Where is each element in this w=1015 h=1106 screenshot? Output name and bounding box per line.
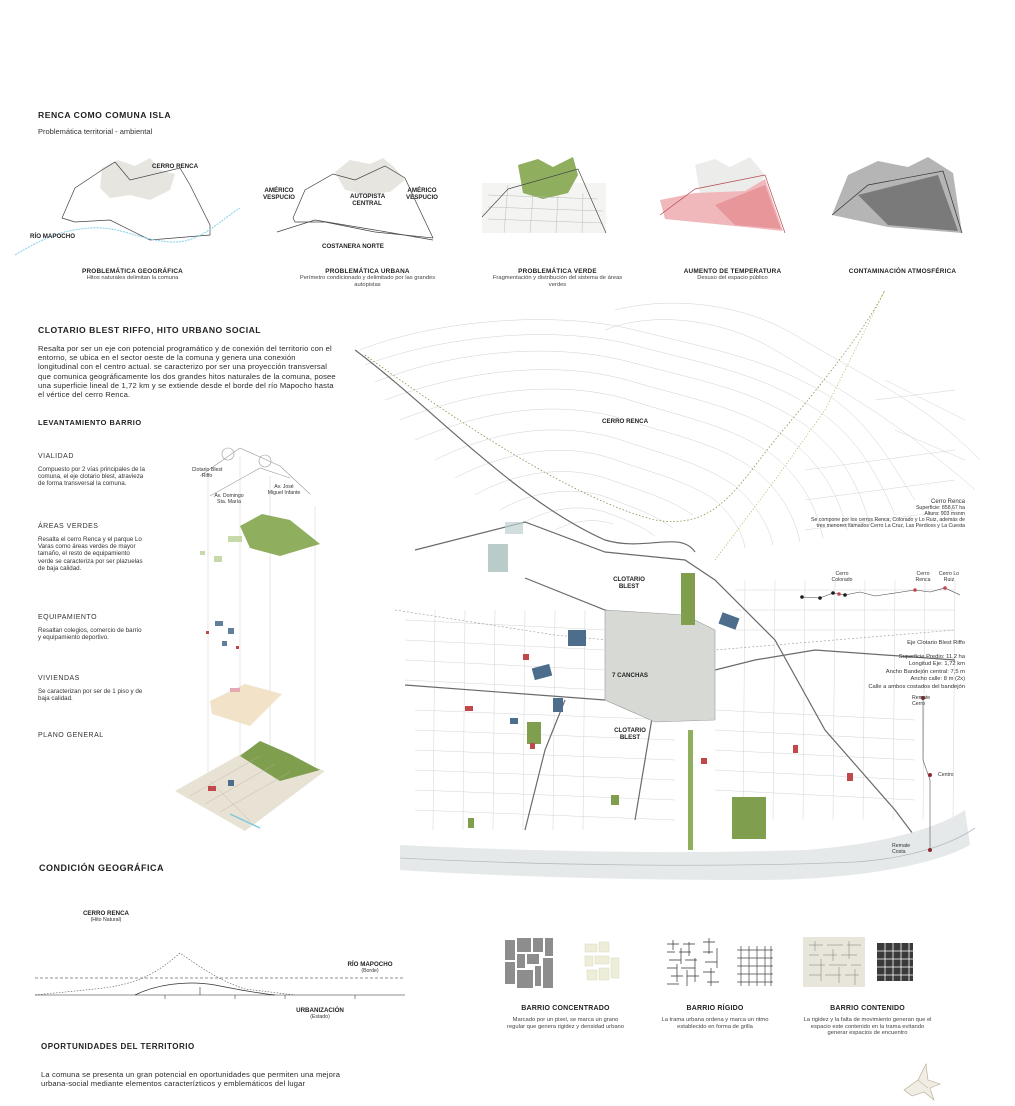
label-costanera-norte: COSTANERA NORTE [322,243,384,250]
cerro-info-desc: Se compone por los cerros Renca, Colorado y Lo Ruiz, además de tres menores llamados Cerro La Cruz, Las Perdices y La Cuesta [811,517,965,529]
map-label-7-canchas: 7 CANCHAS [611,672,649,679]
eje-info-long: Longitud Eje: 1,72 km [908,661,965,668]
barrio-rigido-diagram [665,938,775,988]
geographic-section [35,945,410,1005]
axo-label-c: Av. José Miguel Infante [267,484,301,496]
axis-label-remate-cerro: Remate Cerro [912,695,931,707]
lev-desc-equipamiento: Resaltan colegios, comercio de barrio y equipamiento deportivo. [38,627,142,642]
main-map [355,290,1015,890]
eje-info-sup: Superficie Predio: 11,2 ha [898,653,965,660]
cerro-info-sup: Superficie: 858,67 ha [915,505,965,511]
problem-title-5: CONTAMINACIÓN ATMOSFÉRICA [848,268,957,275]
barrio-title-contenido: BARRIO CONTENIDO [830,1005,905,1012]
cerro-info [805,499,965,529]
bird-sketch [900,1060,950,1104]
label-americo-vespucio-left: AMÉRICO VESPUCIO [263,187,295,201]
green-diagram [478,155,613,240]
lev-desc-areas-verdes: Resalta el cerro Renca y el parque Lo Varas como áreas verdes de mayor tamaño, el resto de equipamiento verde se caracteriza por ser plazuelas de baja calidad. [38,536,143,572]
barrio-title-rigido: BARRIO RÍGIDO [686,1005,744,1012]
barrio-title-concentrado: BARRIO CONCENTRADO [521,1005,610,1012]
hill-label-lo-ruiz: Cerro Lo Ruiz [938,571,960,583]
problem-desc-4: Desuso del espacio público [697,275,768,281]
problem-title-4: AUMENTO DE TEMPERATURA [683,268,782,275]
hill-label-renca: Cerro Renca [915,571,931,583]
lev-desc-vialidad: Compuesto por 2 vías principales de la comuna, el eje clotario blest, atravieza de forma transversal la comuna. [38,466,145,488]
barrio-desc-rigido: La trama urbana ordena y marca un ritmo establecido en forma de grilla [661,1017,769,1030]
problem-desc-3: Fragmentación y distribución del sistema de áreas verdes [492,275,623,288]
axis-label-remate-costa: Remate Costa [892,843,911,855]
eje-info [808,640,965,692]
axonometric-layers [170,436,340,836]
problem-desc-1: Hitos naturales delimitan la comuna [86,275,179,281]
cerro-info-alt: Altura: 903 msnm [924,511,965,517]
map-label-cerro-renca: CERRO RENCA [602,418,649,425]
eje-info-title: Eje Clotario Blest Riffo [907,640,965,646]
barrio-concentrado-diagram [505,938,625,994]
lev-title-vialidad: VIALIDAD [38,453,74,460]
geo-urb-sub: (Estado) [310,1014,330,1020]
hill-label-colorado: Cerro Colorado [831,571,853,583]
lev-title-equipamiento: EQUIPAMIENTO [38,614,98,621]
temperature-diagram [655,155,790,240]
lev-desc-viviendas: Se caracterizan por ser de 1 piso y de baja calidad. [38,688,143,703]
oportunidades-title: OPORTUNIDADES DEL TERRITORIO [41,1042,195,1051]
clotario-title: CLOTARIO BLEST RIFFO, HITO URBANO SOCIAL [38,325,262,335]
axo-label-b: Av. Domingo Sta. María [214,493,244,505]
axis-label-centro: Centro [938,772,954,778]
lev-title-plano-general: PLANO GENERAL [38,732,104,739]
contamination-diagram [828,155,968,240]
barrio-contenido-diagram [803,935,918,990]
lev-title-areas-verdes: ÁREAS VERDES [38,523,99,530]
problem-title-1: PROBLEMÁTICA GEOGRÁFICA [82,268,183,275]
geo-cerro-label: CERRO RENCA [82,910,130,917]
geographic-diagram [10,150,250,265]
map-label-clotario-top: CLOTARIO BLEST [613,576,645,590]
page-subtitle: Problemática territorial - ambiental [38,127,153,136]
geografica-title: CONDICIÓN GEOGRÁFICA [39,863,165,873]
clotario-body: Resalta por ser un eje con potencial programático y de conexión del territorio con el entorno, se ubica en el sector oeste de la comuna y genera una conexión longitudinal con el centro actual. se caracterizo por ser una proyección transversal que comunica geográficamente los dos grandes hitos naturales de la comuna, posee una superficie lineal de 1,72 km y se extiende desde el borde del río Mapocho hasta el vértice del cerro Renca. [38,344,336,400]
problem-desc-2: Perímetro condicionado y delimitado por las grandes autopistas [299,275,436,288]
axo-label-a: Clotario Blest Riffo [191,467,223,479]
geo-urb-label: URBANIZACIÓN [296,1007,344,1014]
lev-title-viviendas: VIVIENDAS [38,675,80,682]
levantamiento-title: LEVANTAMIENTO BARRIO [38,418,142,427]
cerro-info-title: Cerro Renca [930,499,965,505]
label-cerro-renca: CERRO RENCA [152,163,199,170]
barrio-desc-concentrado: Marcado por un pixel, se marca un grano regular que genera rigidez y densidad urbano [507,1017,624,1030]
eje-info-calle: Ancho calle: 8 m (2x) [910,676,965,683]
problem-title-3: PROBLEMÁTICA VERDE [518,268,597,275]
label-autopista-central: AUTOPISTA CENTRAL [350,193,386,207]
problem-title-2: PROBLEMÁTICA URBANA [325,268,410,275]
map-label-clotario-bottom: CLOTARIO BLEST [614,727,646,741]
geo-rio-sub: (Borde) [361,968,379,974]
label-rio-mapocho: RÍO MAPOCHO [30,233,76,240]
geo-rio-label: RÍO MAPOCHO [347,961,393,968]
label-americo-vespucio-right: AMÉRICO VESPUCIO [406,187,438,201]
page-title: RENCA COMO COMUNA ISLA [38,110,172,120]
oportunidades-body: La comuna se presenta un gran potencial en oportunidades que permiten una mejora urbana-social mediante elementos caracterízticos y emblemáticos del lugar [41,1070,341,1089]
eje-info-ambos: Calle a ambos costados del bandejón [868,683,965,690]
barrio-desc-contenido: La rigidez y la falta de movimiento generan que el espacio este contenido en la trama evitando generar espacios de encuentro [803,1017,932,1037]
geo-cerro-sub: (Hito Natural) [90,917,122,923]
eje-info-bandejon: Ancho Bandejón central: 7,5 m [885,668,965,675]
